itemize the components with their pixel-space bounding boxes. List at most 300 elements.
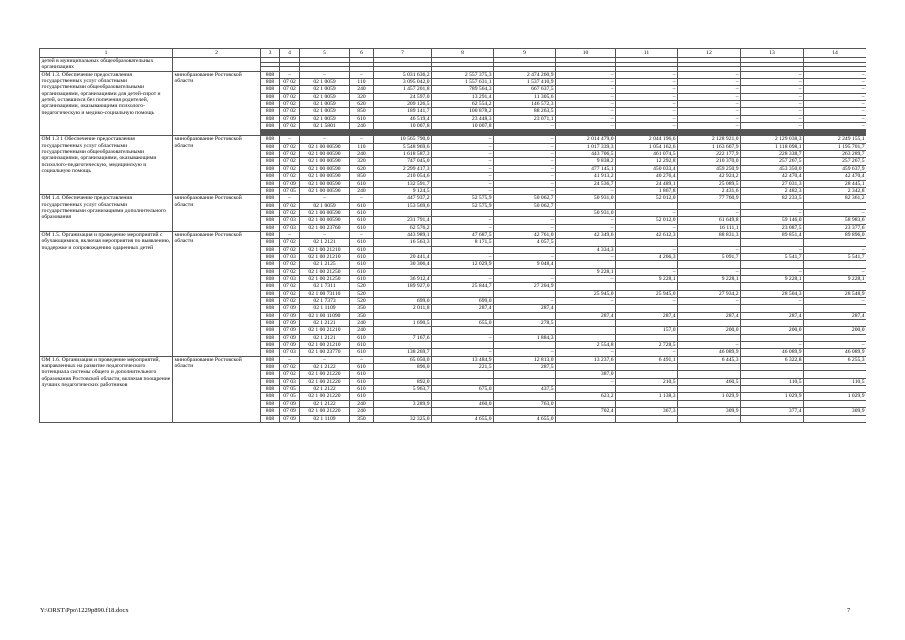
table-cell: 9 228,1 [616, 275, 678, 282]
table-cell: 07 03 [280, 378, 300, 385]
table-cell: 620 [350, 101, 374, 108]
table-cell: 850 [350, 108, 374, 115]
table-cell: 23 087,5 [741, 224, 804, 231]
table-cell: 07 02 [280, 246, 300, 253]
table-cell [432, 290, 494, 297]
table-cell [374, 342, 432, 349]
table-cell: 10 565 790,0 [374, 136, 432, 143]
table-cell: – [556, 298, 616, 305]
table-row [40, 356, 867, 363]
table-cell: 07 05 [280, 386, 300, 393]
table-cell: – [804, 209, 867, 216]
table-cell: 610 [350, 364, 374, 371]
table-cell: 808 [261, 400, 280, 407]
table-cell [432, 312, 494, 319]
table-cell: 210,5 [616, 378, 678, 385]
table-cell: 02 1 00 00590 [300, 187, 350, 194]
table-cell: – [494, 275, 556, 282]
table-cell: 28 548,9 [804, 290, 867, 297]
table-cell: 808 [261, 101, 280, 108]
table-cell [678, 371, 741, 378]
table-cell: – [280, 136, 300, 143]
table-cell: 610 [350, 371, 374, 378]
column-number: 4 [280, 49, 300, 58]
table-cell [494, 312, 556, 319]
table-cell: 52 012,0 [616, 217, 678, 224]
table-cell: 13 484,9 [432, 356, 494, 363]
table-cell: 50 931,0 [556, 209, 616, 216]
table-cell: – [741, 209, 804, 216]
table-cell: 610 [350, 239, 374, 246]
table-cell: – [556, 71, 616, 78]
column-number: 1 [40, 49, 173, 58]
table-cell: 02 1 0059 [300, 108, 350, 115]
table-cell: 1 017 339,3 [556, 143, 616, 150]
table-cell [616, 415, 678, 422]
table-cell: 42 349,6 [556, 231, 616, 238]
table-cell: 02 1 0059 [300, 101, 350, 108]
responsible-executor [173, 58, 261, 72]
table-cell: 1 029,9 [741, 393, 804, 400]
column-number: 12 [678, 49, 741, 58]
table-cell: 46 089,9 [804, 349, 867, 356]
table-cell [804, 371, 867, 378]
table-cell: 02 1 0059 [300, 93, 350, 100]
table-cell: 610 [350, 275, 374, 282]
table-cell: 450 033,4 [616, 165, 678, 172]
column-number: 5 [300, 49, 350, 58]
table-cell: – [432, 275, 494, 282]
responsible-executor: минобразование Ростовской области [173, 195, 261, 232]
table-cell: – [678, 101, 741, 108]
table-cell [741, 371, 804, 378]
table-cell: – [678, 79, 741, 86]
table-cell: 07 02 [280, 371, 300, 378]
table-cell: 443 706,5 [556, 151, 616, 158]
table-cell [741, 261, 804, 268]
table-cell: 23 071,1 [494, 115, 556, 122]
table-cell: 675,0 [432, 386, 494, 393]
table-cell: 07 02 [280, 268, 300, 275]
table-cell [374, 312, 432, 319]
table-cell: 10 007,8 [432, 123, 494, 130]
table-cell: 27 031,3 [741, 180, 804, 187]
table-cell: 02 1 00 21210 [300, 342, 350, 349]
table-cell: 16 563,3 [374, 239, 432, 246]
table-cell: 808 [261, 173, 280, 180]
table-cell: – [804, 101, 867, 108]
table-cell: 850 [350, 173, 374, 180]
table-cell: 8 171,5 [432, 239, 494, 246]
table-cell: – [804, 268, 867, 275]
table-cell [678, 239, 741, 246]
table-cell: 07 09 [280, 408, 300, 415]
table-cell: 6 491,1 [616, 356, 678, 363]
table-cell: 62 576,2 [374, 224, 432, 231]
table-cell: 88 831,3 [678, 231, 741, 238]
table-cell: 808 [261, 378, 280, 385]
table-cell [374, 371, 432, 378]
table-cell: 52 575,9 [432, 202, 494, 209]
table-cell: 2 044 196,6 [616, 136, 678, 143]
table-cell: 437,5 [494, 386, 556, 393]
table-cell: 12 292,8 [616, 158, 678, 165]
table-cell: – [300, 356, 350, 363]
table-cell: 47 687,5 [432, 231, 494, 238]
table-cell: 02 1 7373 [300, 298, 350, 305]
table-cell: 200,0 [804, 327, 867, 334]
table-cell: 808 [261, 393, 280, 400]
table-cell: 808 [261, 415, 280, 422]
table-cell: 610 [350, 378, 374, 385]
table-cell: 1 163 667,9 [678, 143, 741, 150]
table-cell [616, 283, 678, 290]
table-cell: – [280, 195, 300, 202]
table-cell: 808 [261, 349, 280, 356]
table-cell: – [494, 298, 556, 305]
table-cell: 3 095 042,0 [374, 79, 432, 86]
table-cell: – [494, 136, 556, 143]
table-cell [432, 371, 494, 378]
table-cell: 808 [261, 195, 280, 202]
table-cell: – [616, 349, 678, 356]
table-cell: 350 [350, 312, 374, 319]
table-cell: 02 1 2121 [300, 320, 350, 327]
table-cell: 808 [261, 158, 280, 165]
table-cell: – [741, 298, 804, 305]
table-cell [432, 342, 494, 349]
table-cell [556, 364, 616, 371]
table-cell: 02 1 5801 [300, 123, 350, 130]
table-cell: 610 [350, 115, 374, 122]
table-cell [741, 320, 804, 327]
table-cell: 808 [261, 239, 280, 246]
table-cell [374, 393, 432, 400]
table-cell: 13 237,6 [556, 356, 616, 363]
table-cell: 07 02 [280, 290, 300, 297]
table-cell [804, 415, 867, 422]
table-cell: 9 048,4 [494, 261, 556, 268]
table-cell: 100 878,2 [432, 108, 494, 115]
table-cell: 3 289,9 [374, 400, 432, 407]
table-cell: 110,5 [741, 378, 804, 385]
table-cell: – [678, 342, 741, 349]
footer-file-path: Y:\ORST\Ppo\1229p890.f18.docx [40, 607, 129, 614]
table-cell: – [432, 187, 494, 194]
table-cell: 808 [261, 93, 280, 100]
table-cell [432, 209, 494, 216]
table-cell: – [494, 217, 556, 224]
table-cell: – [494, 173, 556, 180]
table-cell: 07 09 [280, 305, 300, 312]
table-cell: 42 612,3 [616, 231, 678, 238]
table-cell: – [616, 71, 678, 78]
table-cell: – [616, 101, 678, 108]
table-cell: 808 [261, 86, 280, 93]
table-cell [556, 327, 616, 334]
table-cell: 07 02 [280, 86, 300, 93]
table-cell: 1 618 587,3 [374, 151, 432, 158]
table-cell: – [741, 108, 804, 115]
table-cell: – [556, 253, 616, 260]
table-cell: 5 963,7 [374, 386, 432, 393]
table-cell: 07 05 [280, 187, 300, 194]
table-cell [556, 261, 616, 268]
table-cell [741, 364, 804, 371]
table-cell: 6 322,8 [741, 356, 804, 363]
table-cell: 02 1 00 00590 [300, 173, 350, 180]
table-cell: – [616, 246, 678, 253]
table-cell: 07 03 [280, 349, 300, 356]
table-cell: 4 334,3 [556, 246, 616, 253]
table-cell: – [350, 356, 374, 363]
table-cell: – [556, 349, 616, 356]
table-cell: 77 760,9 [678, 195, 741, 202]
table-cell: 42 761,0 [494, 231, 556, 238]
table-cell: 02 1 00 21210 [300, 327, 350, 334]
table-cell: 387,0 [556, 371, 616, 378]
table-cell: 240 [350, 151, 374, 158]
table-cell [556, 202, 616, 209]
table-cell: 02 1 2125 [300, 261, 350, 268]
table-cell [556, 305, 616, 312]
table-cell: 02 1 2122 [300, 386, 350, 393]
table-cell: 1 537 410,9 [494, 79, 556, 86]
table-cell: 42 924,2 [678, 173, 741, 180]
table-cell: 228 338,7 [741, 151, 804, 158]
table-cell: – [556, 115, 616, 122]
table-cell: 892,0 [374, 378, 432, 385]
table-cell [432, 268, 494, 275]
table-cell: – [741, 123, 804, 130]
table-cell [741, 400, 804, 407]
table-cell: 46 089,9 [741, 349, 804, 356]
table-cell: – [432, 173, 494, 180]
table-cell: 02 1 00 23770 [300, 349, 350, 356]
table-cell: 461 074,5 [616, 151, 678, 158]
table-cell: 240 [350, 86, 374, 93]
table-cell: 02 1 00 21220 [300, 408, 350, 415]
table-cell: – [804, 298, 867, 305]
table-cell: 23 448,3 [432, 115, 494, 122]
table-cell: 459 250,9 [678, 165, 741, 172]
table-cell: 257 267,5 [741, 158, 804, 165]
table-cell: – [616, 123, 678, 130]
table-cell: – [741, 79, 804, 86]
table-cell: – [678, 268, 741, 275]
table-cell: – [556, 123, 616, 130]
table-cell: – [494, 349, 556, 356]
table-cell: 02 1 00 00590 [300, 180, 350, 187]
table-cell: 02 1 0059 [300, 79, 350, 86]
table-cell: 9 838,2 [556, 158, 616, 165]
table-cell: – [432, 143, 494, 150]
table-cell: 07 02 [280, 143, 300, 150]
table-cell: 02 1 1109 [300, 305, 350, 312]
table-cell: – [494, 253, 556, 260]
responsible-executor: минобразование Ростовской области [173, 71, 261, 136]
table-cell: – [616, 93, 678, 100]
table-cell [494, 393, 556, 400]
table-cell: – [494, 143, 556, 150]
table-cell: 520 [350, 298, 374, 305]
table-cell: 6 445,3 [678, 356, 741, 363]
table-cell: 16 111,1 [678, 224, 741, 231]
table-cell: 07 02 [280, 364, 300, 371]
table-cell: 287,4 [432, 305, 494, 312]
table-cell: 5 541,7 [804, 253, 867, 260]
table-cell: 2 249 155,1 [804, 136, 867, 143]
table-cell: 11 305,6 [494, 93, 556, 100]
table-cell: 808 [261, 187, 280, 194]
table-cell: – [804, 79, 867, 86]
table-cell [494, 246, 556, 253]
table-cell [678, 415, 741, 422]
table-cell: 07 09 [280, 415, 300, 422]
table-cell: – [432, 180, 494, 187]
table-cell: – [350, 136, 374, 143]
table-cell: 5 541,7 [741, 253, 804, 260]
table-cell [494, 290, 556, 297]
table-cell: 138 269,7 [374, 349, 432, 356]
table-cell: 610 [350, 202, 374, 209]
table-cell: 27 204,9 [494, 283, 556, 290]
table-cell: 808 [261, 298, 280, 305]
table-cell: 24 489,1 [616, 180, 678, 187]
table-cell: 808 [261, 312, 280, 319]
table-cell: 58 983,6 [804, 217, 867, 224]
table-cell: 808 [261, 123, 280, 130]
table-cell [678, 334, 741, 341]
table-cell [494, 268, 556, 275]
table-cell: 808 [261, 408, 280, 415]
table-cell: – [494, 123, 556, 130]
table-cell: 221,5 [432, 364, 494, 371]
table-cell: 240 [350, 327, 374, 334]
table-cell: 52 012,0 [616, 195, 678, 202]
table-cell: 2 474 260,9 [494, 71, 556, 78]
table-cell: 240 [350, 400, 374, 407]
table-cell: 23 377,6 [804, 224, 867, 231]
table-cell: 9 228,1 [556, 268, 616, 275]
table-cell: 320 [350, 158, 374, 165]
table-cell [556, 239, 616, 246]
column-number: 7 [374, 49, 432, 58]
table-cell: 240 [350, 123, 374, 130]
table-cell [616, 202, 678, 209]
table-cell: – [556, 101, 616, 108]
table-cell: – [741, 268, 804, 275]
table-cell: 789 564,3 [432, 86, 494, 93]
table-cell: 453 350,0 [741, 165, 804, 172]
table-cell: 808 [261, 246, 280, 253]
table-cell [678, 283, 741, 290]
table-cell: 520 [350, 283, 374, 290]
table-cell [804, 261, 867, 268]
table-cell: 25 089,5 [678, 180, 741, 187]
table-cell: 02 1 0059 [300, 86, 350, 93]
table-cell: 02 1 2122 [300, 400, 350, 407]
column-number: 6 [350, 49, 374, 58]
table-cell [556, 334, 616, 341]
table-cell: 699,0 [374, 298, 432, 305]
table-cell: 42 470,4 [741, 173, 804, 180]
table-cell: 620 [350, 165, 374, 172]
table-cell: 287,4 [741, 312, 804, 319]
measure-description: ОМ 1.4. Обеспечение предоставления государственных услуг областными государственными организациями дополнительного образования [40, 195, 173, 232]
table-cell: 610 [350, 224, 374, 231]
column-number: 2 [173, 49, 261, 58]
table-cell: 5 031 636,2 [374, 71, 432, 78]
table-cell: 520 [350, 290, 374, 297]
table-cell [678, 261, 741, 268]
table-cell: – [678, 93, 741, 100]
table-cell: 1 867,8 [616, 187, 678, 194]
table-cell: – [280, 71, 300, 78]
table-cell: – [494, 158, 556, 165]
table-cell: 02 1 00 73110 [300, 290, 350, 297]
table-cell: 25 945,0 [616, 290, 678, 297]
table-cell: – [556, 275, 616, 282]
table-cell: – [494, 187, 556, 194]
table-cell: 07 02 [280, 239, 300, 246]
budget-table-sheet [39, 48, 866, 604]
table-cell: 377,4 [741, 408, 804, 415]
table-cell: 46 089,9 [678, 349, 741, 356]
table-cell: 07 02 [280, 283, 300, 290]
table-cell: 808 [261, 334, 280, 341]
table-cell [432, 408, 494, 415]
column-number: 14 [804, 49, 867, 58]
table-cell: 02 1 7311 [300, 283, 350, 290]
table-cell: 52 575,9 [432, 195, 494, 202]
table-cell: 07 09 [280, 115, 300, 122]
table-cell: 07 09 [280, 312, 300, 319]
responsible-executor: минобразование Ростовской области [173, 356, 261, 422]
table-cell: 02 1 00 00590 [300, 158, 350, 165]
table-cell: 5 091,7 [678, 253, 741, 260]
table-cell [741, 283, 804, 290]
table-cell: 2 482,3 [741, 187, 804, 194]
table-cell: – [556, 378, 616, 385]
table-cell: 808 [261, 371, 280, 378]
table-cell: – [616, 86, 678, 93]
table-cell: – [300, 136, 350, 143]
table-cell: 40 276,4 [616, 173, 678, 180]
table-cell: 27 934,2 [678, 290, 741, 297]
table-cell: 07 02 [280, 298, 300, 305]
table-cell: – [350, 71, 374, 78]
table-cell: 07 03 [280, 253, 300, 260]
table-cell: – [741, 71, 804, 78]
table-cell: 610 [350, 342, 374, 349]
table-cell: 747 045,0 [374, 158, 432, 165]
table-cell [804, 320, 867, 327]
table-cell: 231 791,4 [374, 217, 432, 224]
table-cell [432, 378, 494, 385]
table-cell: – [804, 71, 867, 78]
table-cell: 222 177,9 [678, 151, 741, 158]
table-cell: 07 03 [280, 217, 300, 224]
table-cell: – [556, 187, 616, 194]
table-cell: 808 [261, 224, 280, 231]
table-cell: 287,5 [494, 364, 556, 371]
table-cell [494, 342, 556, 349]
table-cell: 4 655,0 [494, 415, 556, 422]
table-cell: 9 228,1 [678, 275, 741, 282]
table-cell: 07 05 [280, 393, 300, 400]
table-cell: 655,0 [432, 320, 494, 327]
